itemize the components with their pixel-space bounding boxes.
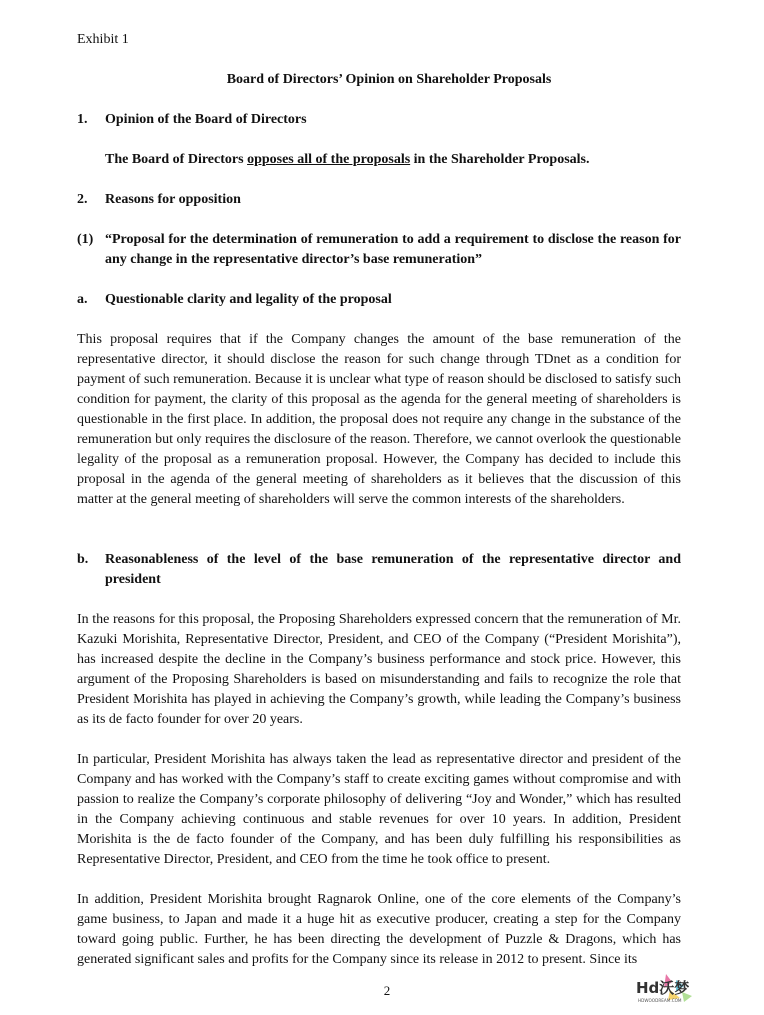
page-title: Board of Directors’ Opinion on Shareholder Proposals <box>226 72 552 87</box>
subsection-a-heading <box>77 290 681 310</box>
subsection-letter: b. <box>77 552 89 567</box>
watermark-logo <box>632 972 696 1008</box>
section-number: 2. <box>77 192 88 207</box>
section-1-heading <box>77 110 681 130</box>
proposal-title: “Proposal for the determination of remuneration to add a requirement to disclose the reason for any change in the representative director’s base remuneration” <box>105 232 681 267</box>
subsection-title: Reasonableness of the level of the base remuneration of the representative director and president <box>105 552 681 587</box>
proposal-number: (1) <box>77 232 94 247</box>
opinion-suffix: in the Shareholder Proposals. <box>410 152 590 167</box>
section-title: Reasons for opposition <box>105 192 241 207</box>
subsection-letter: a. <box>77 292 88 307</box>
subsection-b-paragraph-2: In particular, President Morishita has always taken the lead as representative director and president of the Company and has worked with the Company’s staff to create exciting games without compromise and with passion to realize the Company’s corporate philosophy of delivering “Joy and Wonder,” which has resulted in the Company achieving continuous and stable revenues for over 10 years. In addition, President Morishita is the de facto founder of the Company, and has been duly fulfilling his responsibilities as Representative Director, President, and CEO from the time he took office to present. <box>77 752 681 867</box>
subsection-a-paragraph: This proposal requires that if the Company changes the amount of the base remuneration of the representative director, it should disclose the reason for such change through TDnet as a condition for payment of such remuneration. Because it is unclear what type of reason should be disclosed to satisfy such condition for payment, the clarity of this proposal as the agenda for the general meeting of shareholders is questionable in the first place. In addition, the proposal does not require any change in the substance of the remuneration but only requires the disclosure of the reason. Therefore, we cannot overlook the questionable legality of the proposal as a remuneration proposal. However, the Company has decided to include this proposal in the agenda of the general meeting of shareholders as it believes that the discussion of this matter at the general meeting of shareholders will serve the common interests of the shareholders. <box>77 332 681 507</box>
exhibit-label: Exhibit 1 <box>77 32 129 47</box>
svg-text:HDWOODREAM.COM: HDWOODREAM.COM <box>638 998 682 1003</box>
proposal-1-heading <box>77 230 681 270</box>
subsection-b-heading <box>77 550 681 590</box>
svg-text:Hd沃梦: Hd沃梦 <box>636 979 690 997</box>
section-2-heading <box>77 190 681 210</box>
page-number: 2 <box>383 983 391 998</box>
opinion-underlined: opposes all of the proposals <box>247 152 411 167</box>
subsection-b-paragraph-3: In addition, President Morishita brought Ragnarok Online, one of the core elements of the Company’s game business, to Japan and made it a huge hit as executive producer, creating a step for the Company toward going public. Further, he has been directing the development of Puzzle & Dragons, which has generated significant sales and profits for the Company since its release in 2012 to present. Since its <box>77 892 681 967</box>
watermark-logo-graphic <box>632 972 696 1008</box>
subsection-b-paragraph-1: In the reasons for this proposal, the Proposing Shareholders expressed concern that the remuneration of Mr. Kazuki Morishita, Representative Director, President, and CEO of the Company (“President Morishita”), has increased despite the decline in the Company’s business performance and stock price. However, this argument of the Proposing Shareholders is based on misunderstanding and fails to recognize the role that President Morishita has played in achieving the Company’s growth, while leading the Company’s business as its de facto founder for over 20 years. <box>77 612 681 727</box>
section-title: Opinion of the Board of Directors <box>105 112 307 127</box>
section-number: 1. <box>77 112 88 127</box>
board-opinion-statement <box>105 151 589 169</box>
subsection-title: Questionable clarity and legality of the proposal <box>105 292 392 307</box>
opinion-prefix: The Board of Directors <box>105 152 248 167</box>
